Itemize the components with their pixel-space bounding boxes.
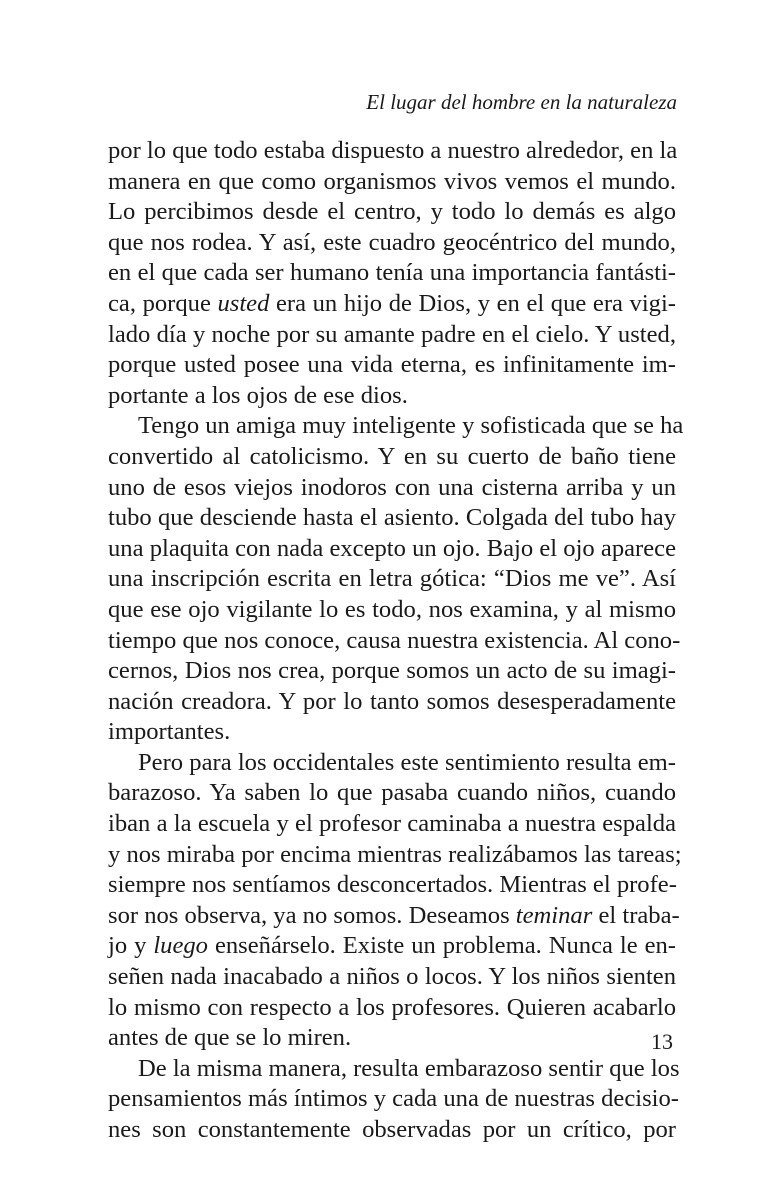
text-line	[108, 626, 681, 657]
text-line	[108, 1115, 676, 1146]
text-run: uno de esos viejos inodoros con una cisterna arriba y un	[108, 473, 676, 501]
body-text	[108, 136, 684, 1146]
text-run: enseñárselo. Existe un problema. Nunca le en-	[207, 932, 676, 960]
text-line	[108, 778, 676, 809]
text-run: señen nada inacabado a niños o locos. Y los niños sienten	[108, 963, 676, 991]
text-line	[108, 901, 680, 932]
text-run: Tengo un amiga muy inteligente y sofisticada que se ha	[138, 412, 684, 440]
text-line	[108, 931, 676, 962]
text-run: cernos, Dios nos crea, porque somos un acto de su imagi-	[108, 657, 676, 685]
text-line	[108, 258, 676, 289]
text-run: De la misma manera, resulta embarazoso sentir que los	[138, 1054, 680, 1082]
running-header: El lugar del hombre en la naturaleza	[366, 90, 677, 114]
text-run: manera en que como organismos vivos vemos el mundo.	[108, 167, 676, 195]
text-run: en el que cada ser humano tenía una importancia fantásti-	[108, 259, 676, 287]
text-run: antes de que se lo miren.	[108, 1024, 352, 1052]
text-run: sor nos observa, ya no somos. Deseamos	[108, 901, 516, 929]
text-line	[108, 289, 676, 320]
text-run: porque usted posee una vida eterna, es infinitamente im-	[108, 351, 676, 379]
paragraph	[108, 1054, 680, 1146]
text-line	[108, 564, 676, 595]
text-run: una inscripción escrita en letra gótica: “Dios me ve”. Así	[108, 565, 676, 593]
text-line	[108, 595, 676, 626]
text-line	[108, 350, 676, 381]
paragraph	[108, 748, 682, 1054]
text-line	[108, 870, 676, 901]
text-run: el traba-	[592, 901, 680, 929]
text-line	[108, 136, 676, 167]
text-line	[108, 717, 676, 748]
text-line	[108, 809, 676, 840]
text-run: por lo que todo estaba dispuesto a nuestro alrededor, en la	[108, 137, 678, 164]
text-run: nación creadora. Y por lo tanto somos desesperadamente	[108, 687, 676, 715]
text-run: importantes.	[108, 718, 231, 746]
text-line	[108, 840, 682, 871]
text-line	[108, 197, 676, 228]
text-line	[108, 167, 676, 198]
text-line	[108, 534, 676, 565]
text-run: Pero para los occidentales este sentimiento resulta em-	[138, 748, 676, 776]
text-line	[108, 228, 676, 259]
text-line	[108, 1054, 680, 1085]
text-run: convertido al catolicismo. Y en su cuerto de baño tiene	[108, 442, 676, 470]
text-run: era un hijo de Dios, y en el que era vigi-	[269, 289, 676, 317]
text-line	[108, 381, 676, 412]
text-run: una plaquita con nada excepto un ojo. Bajo el ojo aparece	[108, 534, 676, 562]
text-line	[108, 656, 676, 687]
text-line	[108, 411, 684, 442]
paragraph	[108, 411, 684, 748]
text-line	[108, 1084, 679, 1115]
text-run: lado día y noche por su amante padre en el cielo. Y usted,	[108, 320, 676, 348]
text-line	[108, 503, 676, 534]
text-run: Lo percibimos desde el centro, y todo lo demás es algo	[108, 198, 676, 226]
text-run: ca, porque	[108, 289, 218, 317]
italic-word: teminar	[515, 901, 593, 929]
text-run: lo mismo con respecto a los profesores. Quieren acabarlo	[108, 993, 676, 1021]
text-line	[108, 442, 676, 473]
text-line	[108, 320, 676, 351]
text-run: tiempo que nos conoce, causa nuestra existencia. Al cono-	[108, 626, 681, 654]
text-line	[108, 748, 676, 779]
text-run: que ese ojo vigilante lo es todo, nos examina, y al mismo	[108, 595, 676, 623]
italic-word: usted	[217, 289, 270, 317]
text-run: pensamientos más íntimos y cada una de nuestras decisio-	[108, 1085, 679, 1113]
text-run: jo y	[108, 932, 154, 960]
text-line	[108, 687, 676, 718]
text-run: siempre nos sentíamos desconcertados. Mientras el profe-	[108, 871, 677, 899]
text-run: barazoso. Ya saben lo que pasaba cuando niños, cuando	[108, 779, 676, 807]
text-line	[108, 1023, 676, 1054]
text-run: y nos miraba por encima mientras realizábamos las tareas;	[108, 840, 682, 868]
text-line	[108, 962, 676, 993]
page-number: 13	[651, 1029, 673, 1054]
italic-word: luego	[153, 932, 208, 960]
text-line	[108, 473, 676, 504]
text-run: que nos rodea. Y así, este cuadro geocéntrico del mundo,	[108, 228, 676, 256]
text-run: nes son constantemente observadas por un crítico, por	[108, 1116, 676, 1143]
text-run: iban a la escuela y el profesor caminaba a nuestra espalda	[108, 810, 676, 838]
text-run: tubo que desciende hasta el asiento. Colgada del tubo hay	[108, 504, 676, 532]
paragraph	[108, 136, 676, 411]
text-line	[108, 993, 676, 1024]
text-run: portante a los ojos de ese dios.	[108, 381, 408, 409]
